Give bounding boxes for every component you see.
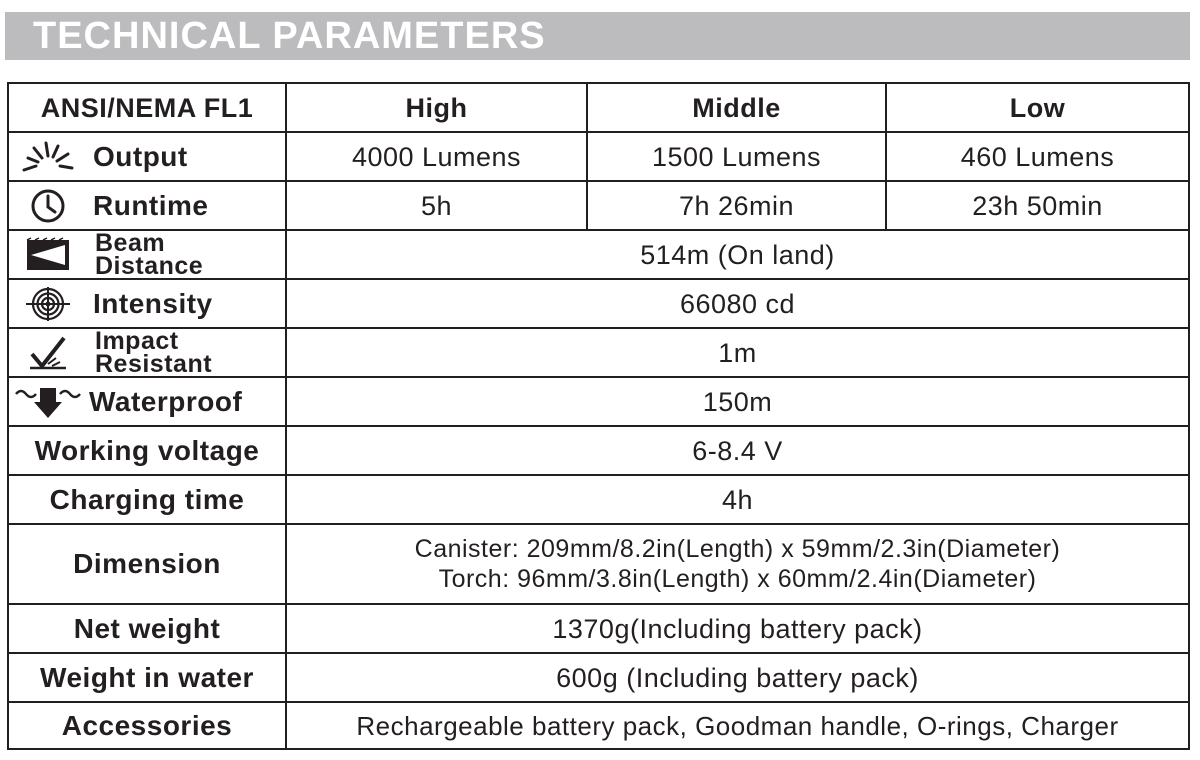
output-row — [8, 132, 1189, 181]
beam-distance-icon — [17, 235, 79, 275]
dimension-canister: Canister: 209mm/8.2in(Length) x 59mm/2.3in(Diameter) — [414, 535, 1061, 563]
output-high: 4000 Lumens — [286, 132, 587, 181]
target-rings-icon — [17, 284, 79, 324]
output-label: Output — [93, 140, 188, 172]
output-low: 460 Lumens — [886, 132, 1189, 181]
weight-water-value: 600g (Including battery pack) — [286, 653, 1189, 702]
header-high: High — [286, 83, 587, 132]
header-row — [8, 83, 1189, 132]
accessories-row — [8, 702, 1189, 749]
waterproof-label-cell — [8, 377, 286, 426]
header-standard: ANSI/NEMA FL1 — [8, 83, 286, 132]
clock-icon — [17, 186, 79, 226]
charging-value: 4h — [286, 475, 1189, 524]
voltage-row — [8, 426, 1189, 475]
dimension-value — [286, 524, 1189, 604]
water-drop-arrow-icon — [13, 382, 83, 422]
beam-label-line1: Beam — [95, 228, 166, 257]
voltage-label: Working voltage — [8, 426, 286, 475]
waterproof-row — [8, 377, 1189, 426]
impact-row — [8, 328, 1189, 377]
output-label-cell — [8, 132, 286, 181]
title-banner — [5, 12, 1190, 60]
net-weight-label: Net weight — [8, 604, 286, 653]
runtime-label: Runtime — [93, 189, 209, 221]
impact-label-line2: Resistant — [95, 349, 213, 378]
intensity-label-cell — [8, 279, 286, 328]
intensity-label: Intensity — [93, 287, 213, 319]
waterproof-value: 150m — [286, 377, 1189, 426]
runtime-middle: 7h 26min — [587, 181, 886, 230]
beam-label-line2: Distance — [95, 251, 204, 280]
accessories-value: Rechargeable battery pack, Goodman handle, O-rings, Charger — [286, 702, 1189, 749]
light-burst-icon — [17, 137, 79, 177]
impact-label-line1: Impact — [95, 326, 179, 355]
waterproof-label: Waterproof — [89, 385, 243, 417]
dimension-row — [8, 524, 1189, 604]
net-weight-row — [8, 604, 1189, 653]
page-title: TECHNICAL PARAMETERS — [33, 15, 546, 57]
output-middle: 1500 Lumens — [587, 132, 886, 181]
impact-value: 1m — [286, 328, 1189, 377]
beam-value: 514m (On land) — [286, 230, 1189, 279]
runtime-row — [8, 181, 1189, 230]
intensity-row — [8, 279, 1189, 328]
runtime-low: 23h 50min — [886, 181, 1189, 230]
beam-label-cell — [8, 230, 286, 279]
spec-table — [7, 82, 1190, 750]
beam-row — [8, 230, 1189, 279]
dimension-torch: Torch: 96mm/3.8in(Length) x 60mm/2.4in(Diameter) — [438, 565, 1037, 593]
impact-check-icon — [17, 333, 79, 373]
header-middle: Middle — [587, 83, 886, 132]
impact-label-cell — [8, 328, 286, 377]
weight-water-row — [8, 653, 1189, 702]
charging-label: Charging time — [8, 475, 286, 524]
intensity-value: 66080 cd — [286, 279, 1189, 328]
runtime-label-cell — [8, 181, 286, 230]
charging-row — [8, 475, 1189, 524]
header-low: Low — [886, 83, 1189, 132]
accessories-label: Accessories — [8, 702, 286, 749]
net-weight-value: 1370g(Including battery pack) — [286, 604, 1189, 653]
runtime-high: 5h — [286, 181, 587, 230]
voltage-value: 6-8.4 V — [286, 426, 1189, 475]
dimension-label: Dimension — [8, 524, 286, 604]
weight-water-label: Weight in water — [8, 653, 286, 702]
